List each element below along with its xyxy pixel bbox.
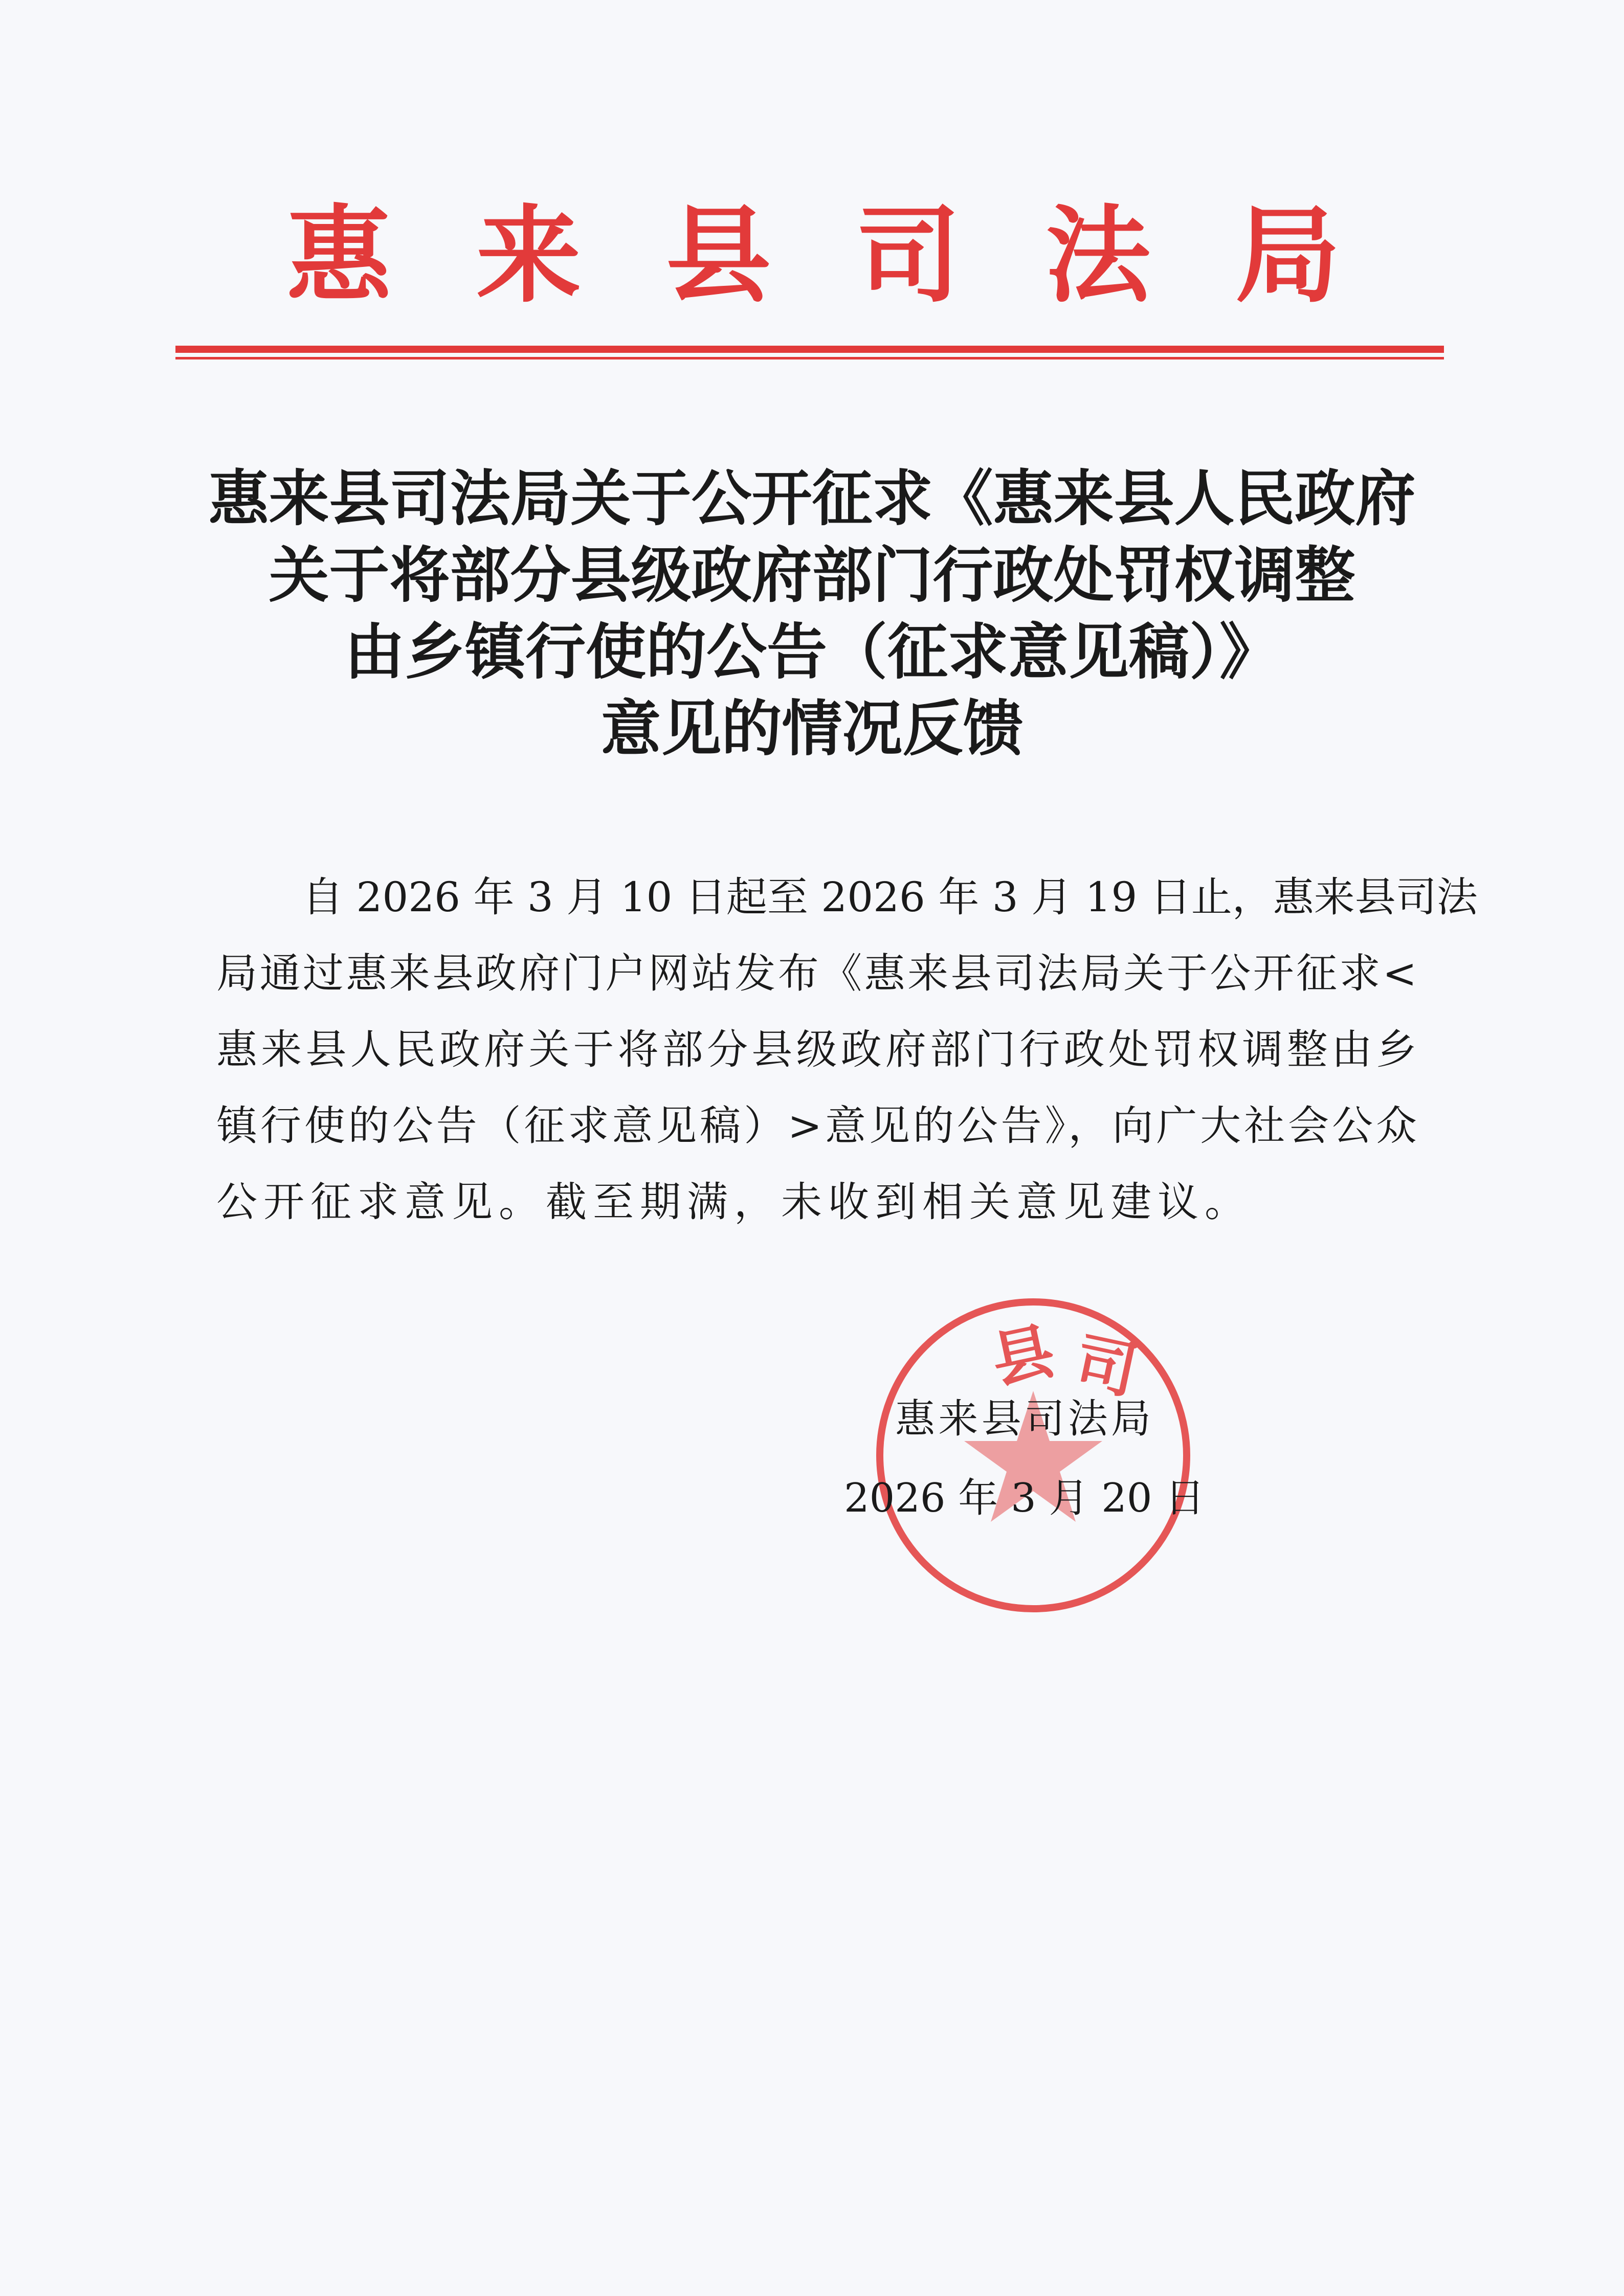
document-body (216, 859, 1478, 1240)
official-seal-stamp (870, 1294, 1197, 1621)
title-line: 关于将部分县级政府部门行政处罚权调整 (269, 539, 1355, 611)
document-title (153, 460, 1471, 767)
svg-text:司: 司 (1068, 1324, 1144, 1408)
body-line: 自 2026 年 3 月 10 日起至 2026 年 3 月 19 日止，惠来县司法 (302, 873, 1478, 921)
letterhead-char: 县 (666, 194, 771, 317)
title-line: 由乡镇行使的公告（征求意见稿）》 (344, 616, 1280, 687)
letterhead-char: 局 (1235, 194, 1340, 317)
letterhead-divider-thick (175, 346, 1444, 353)
letterhead-divider-thin (175, 357, 1444, 359)
letterhead-char: 来 (476, 194, 581, 317)
letterhead (286, 194, 1340, 317)
body-line: 镇行使的公告（征求意见稿）>意见的公告》，向广大社会公众 (216, 1102, 1417, 1150)
body-line: 局通过惠来县政府门户网站发布《惠来县司法局关于公开征求< (216, 950, 1417, 997)
signature-org: 惠来县司法局 (895, 1396, 1151, 1442)
body-line: 公开征求意见。截至期满，未收到相关意见建议。 (216, 1178, 1252, 1226)
body-line: 惠来县人民政府关于将部分县级政府部门行政处罚权调整由乡 (216, 1026, 1417, 1073)
signature-date: 2026 年 3 月 20 日 (844, 1475, 1205, 1521)
letterhead-char: 惠 (286, 194, 391, 317)
title-line: 意见的情况反馈 (600, 693, 1024, 764)
title-line: 惠来县司法局关于公开征求《惠来县人民政府 (208, 463, 1416, 534)
svg-text:县: 县 (985, 1314, 1061, 1398)
letterhead-char: 法 (1045, 194, 1150, 317)
letterhead-char: 司 (856, 194, 961, 317)
